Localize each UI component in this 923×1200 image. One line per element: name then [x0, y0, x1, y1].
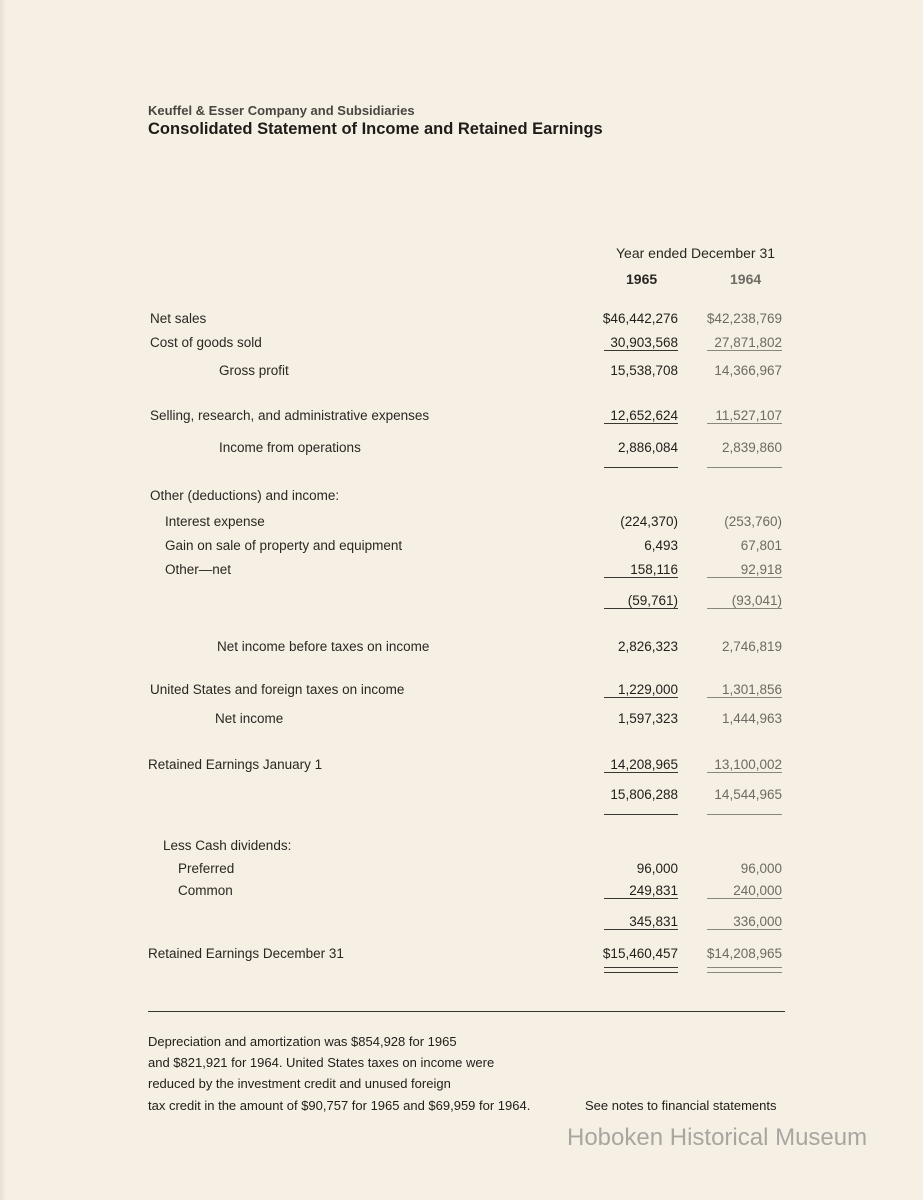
double-underline-1965	[604, 967, 678, 973]
footnote-line: Depreciation and amortization was $854,928 for 1965	[148, 1034, 457, 1049]
footnote-line: reduced by the investment credit and unused foreign	[148, 1076, 451, 1091]
value-1964: 27,871,802	[714, 335, 782, 350]
underline-1964	[707, 814, 782, 815]
row-label: Net income	[215, 711, 284, 726]
value-1965: 6,493	[644, 538, 678, 553]
underline-1964	[707, 772, 782, 773]
underline-1964	[707, 608, 782, 609]
value-1965: 15,538,708	[610, 363, 678, 378]
row-label: Gross profit	[219, 363, 289, 378]
value-1964: 1,444,963	[721, 711, 782, 726]
underline-1965	[604, 350, 678, 351]
footnote-line: tax credit in the amount of $90,757 for 1965 and $69,959 for 1964.	[148, 1098, 531, 1113]
column-header-1965: 1965	[626, 271, 658, 287]
underline-1965	[604, 467, 678, 468]
underline-1964	[707, 577, 782, 578]
footnote-line: and $821,921 for 1964. United States taxes on income were	[148, 1055, 495, 1070]
value-1965: $46,442,276	[602, 311, 678, 326]
value-1964: 14,366,967	[714, 363, 782, 378]
value-1965: 2,886,084	[617, 440, 678, 455]
underline-1965	[604, 898, 678, 899]
value-1964: (253,760)	[724, 514, 782, 529]
row-label: Less Cash dividends:	[163, 838, 292, 853]
row-label: Net sales	[150, 311, 207, 326]
value-1964: 14,544,965	[714, 787, 782, 802]
row-label: Gain on sale of property and equipment	[165, 538, 403, 553]
value-1965: 30,903,568	[610, 335, 678, 350]
value-1965: 15,806,288	[610, 787, 678, 802]
row-label: United States and foreign taxes on income	[150, 682, 405, 697]
underline-1965	[604, 929, 678, 930]
row-label: Selling, research, and administrative expenses	[150, 408, 430, 423]
row-label: Interest expense	[165, 514, 265, 529]
value-1965: 1,597,323	[617, 711, 678, 726]
underline-1964	[707, 350, 782, 351]
value-1965: (224,370)	[620, 514, 678, 529]
value-1964: $14,208,965	[706, 946, 782, 961]
value-1964: 13,100,002	[714, 757, 782, 772]
underline-1964	[707, 467, 782, 468]
underline-1965	[604, 423, 678, 424]
row-label: Income from operations	[219, 440, 361, 455]
value-1965: 12,652,624	[610, 408, 678, 423]
value-1964: 11,527,107	[715, 408, 782, 423]
underline-1964	[707, 423, 782, 424]
statement-title: Consolidated Statement of Income and Retained Earnings	[148, 120, 603, 138]
row-label: Common	[178, 883, 233, 898]
value-1965: 158,116	[630, 562, 678, 577]
value-1964: 92,918	[740, 562, 782, 577]
value-1965: 14,208,965	[610, 757, 678, 772]
double-underline-1964	[707, 967, 782, 973]
value-1964: 1,301,856	[721, 682, 782, 697]
underline-1965	[604, 697, 678, 698]
footnote-divider	[148, 1011, 785, 1012]
period-header: Year ended December 31	[616, 245, 776, 261]
value-1965: 96,000	[636, 861, 678, 876]
company-name: Keuffel & Esser Company and Subsidiaries	[148, 103, 415, 118]
value-1964: (93,041)	[731, 593, 782, 608]
value-1965: 249,831	[629, 883, 678, 898]
value-1964: 2,746,819	[721, 639, 782, 654]
value-1964: 67,801	[740, 538, 782, 553]
watermark: Hoboken Historical Museum	[567, 1124, 868, 1151]
value-1964: 2,839,860	[721, 440, 782, 455]
row-label: Other (deductions) and income:	[150, 488, 340, 503]
column-header-1964: 1964	[730, 271, 762, 287]
value-1965: $15,460,457	[602, 946, 678, 961]
underline-1964	[707, 898, 782, 899]
see-notes: See notes to financial statements	[585, 1098, 777, 1113]
value-1965: 1,229,000	[617, 682, 678, 697]
underline-1964	[707, 697, 782, 698]
row-label: Retained Earnings January 1	[148, 757, 323, 772]
value-1965: (59,761)	[627, 593, 678, 608]
row-label: Cost of goods sold	[150, 335, 262, 350]
row-label: Other—net	[165, 562, 232, 577]
underline-1965	[604, 608, 678, 609]
value-1965: 345,831	[629, 914, 678, 929]
value-1964: 240,000	[733, 883, 782, 898]
row-label: Retained Earnings December 31	[148, 946, 344, 961]
underline-1965	[604, 577, 678, 578]
page-binding-edge	[0, 0, 6, 1200]
underline-1965	[604, 814, 678, 815]
value-1964: $42,238,769	[706, 311, 782, 326]
underline-1964	[707, 929, 782, 930]
value-1965: 2,826,323	[617, 639, 678, 654]
value-1964: 96,000	[740, 861, 782, 876]
row-label: Preferred	[178, 861, 235, 876]
value-1964: 336,000	[733, 914, 782, 929]
row-label: Net income before taxes on income	[217, 639, 430, 654]
underline-1965	[604, 772, 678, 773]
